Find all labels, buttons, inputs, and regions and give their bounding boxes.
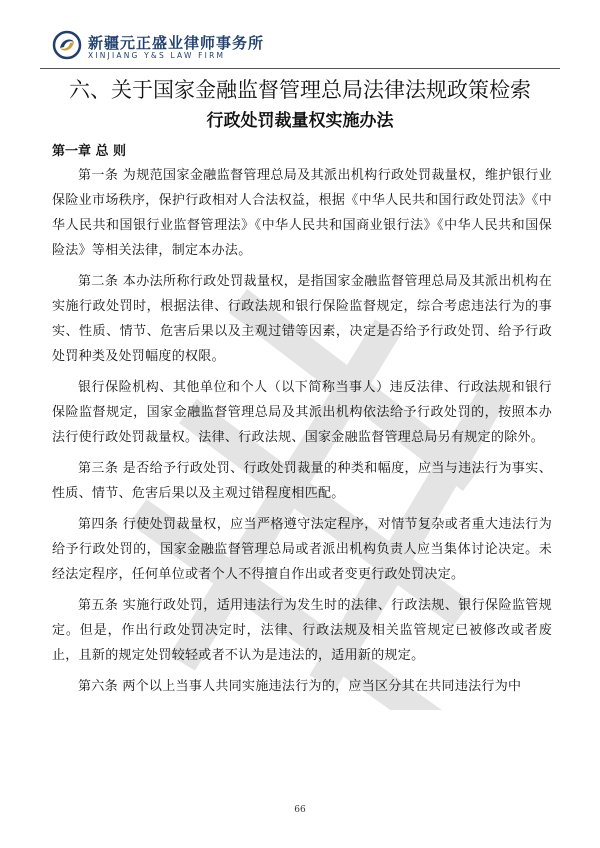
paragraph-article-1: 第一条 为规范国家金融监督管理总局及其派出机构行政处罚裁量权，维护银行业保险业市场秩序，保护行政相对人合法权益，根据《中华人民共和国行政处罚法》《中华人民共和国银行业监督管理法》《中华人民共和国商业银行法》《中华人民共和国保险法》等相关法律，制定本办法。	[52, 168, 552, 258]
page-number: 66	[294, 805, 306, 815]
paragraph-article-4: 第四条 行使处罚裁量权，应当严格遵守法定程序，对情节复杂或者重大违法行为给予行政处罚的，国家金融监督管理总局或者派出机构负责人应当集体讨论决定。未经法定程序，任何单位或者个人不得擅自作出或者变更行政处罚决定。	[52, 517, 552, 582]
paragraph-article-5: 第五条 实施行政处罚，适用违法行为发生时的法律、行政法规、银行保险监管规定。但是，作出行政处罚决定时，法律、行政法规及相关监管规定已被修改或者废止，且新的规定处罚较轻或者不认为是违法的，适用新的规定。	[52, 598, 552, 663]
chapter-heading: 第一章 总 则	[52, 144, 127, 159]
document-body	[52, 163, 552, 705]
main-title: 六、关于国家金融监督管理总局法律法规政策检索	[69, 78, 531, 102]
subtitle: 行政处罚裁量权实施办法	[206, 111, 394, 131]
paragraph-article-2-cont: 银行保险机构、其他单位和个人（以下简称当事人）违反法律、行政法规和银行保险监督规定，国家金融监督管理总局及其派出机构依法给予行政处罚的，按照本办法行使行政处罚裁量权。法律、行政法规、国家金融监督管理总局另有规定的除外。	[52, 380, 552, 445]
header-divider	[40, 68, 560, 69]
letterhead	[52, 28, 312, 64]
firm-name-cn: 新疆元正盛业律师事务所	[88, 34, 265, 52]
paragraph-article-6: 第六条 两个以上当事人共同实施违法行为的，应当区分其在共同违法行为中	[78, 679, 522, 694]
firm-logo-icon	[52, 30, 82, 60]
paragraph-article-2: 第二条 本办法所称行政处罚裁量权，是指国家金融监督管理总局及其派出机构在实施行政处罚时，根据法律、行政法规和银行保险监督规定，综合考虑违法行为的事实、性质、情节、危害后果以及主观过错等因素，决定是否给予行政处罚、给予行政处罚种类及处罚幅度的权限。	[52, 274, 552, 364]
firm-name-en: XINJIANG Y&S LAW FIRM	[88, 51, 226, 60]
paragraph-article-3: 第三条 是否给予行政处罚、行政处罚裁量的种类和幅度，应当与违法行为事实、性质、情节、危害后果以及主观过错程度相匹配。	[52, 461, 552, 501]
